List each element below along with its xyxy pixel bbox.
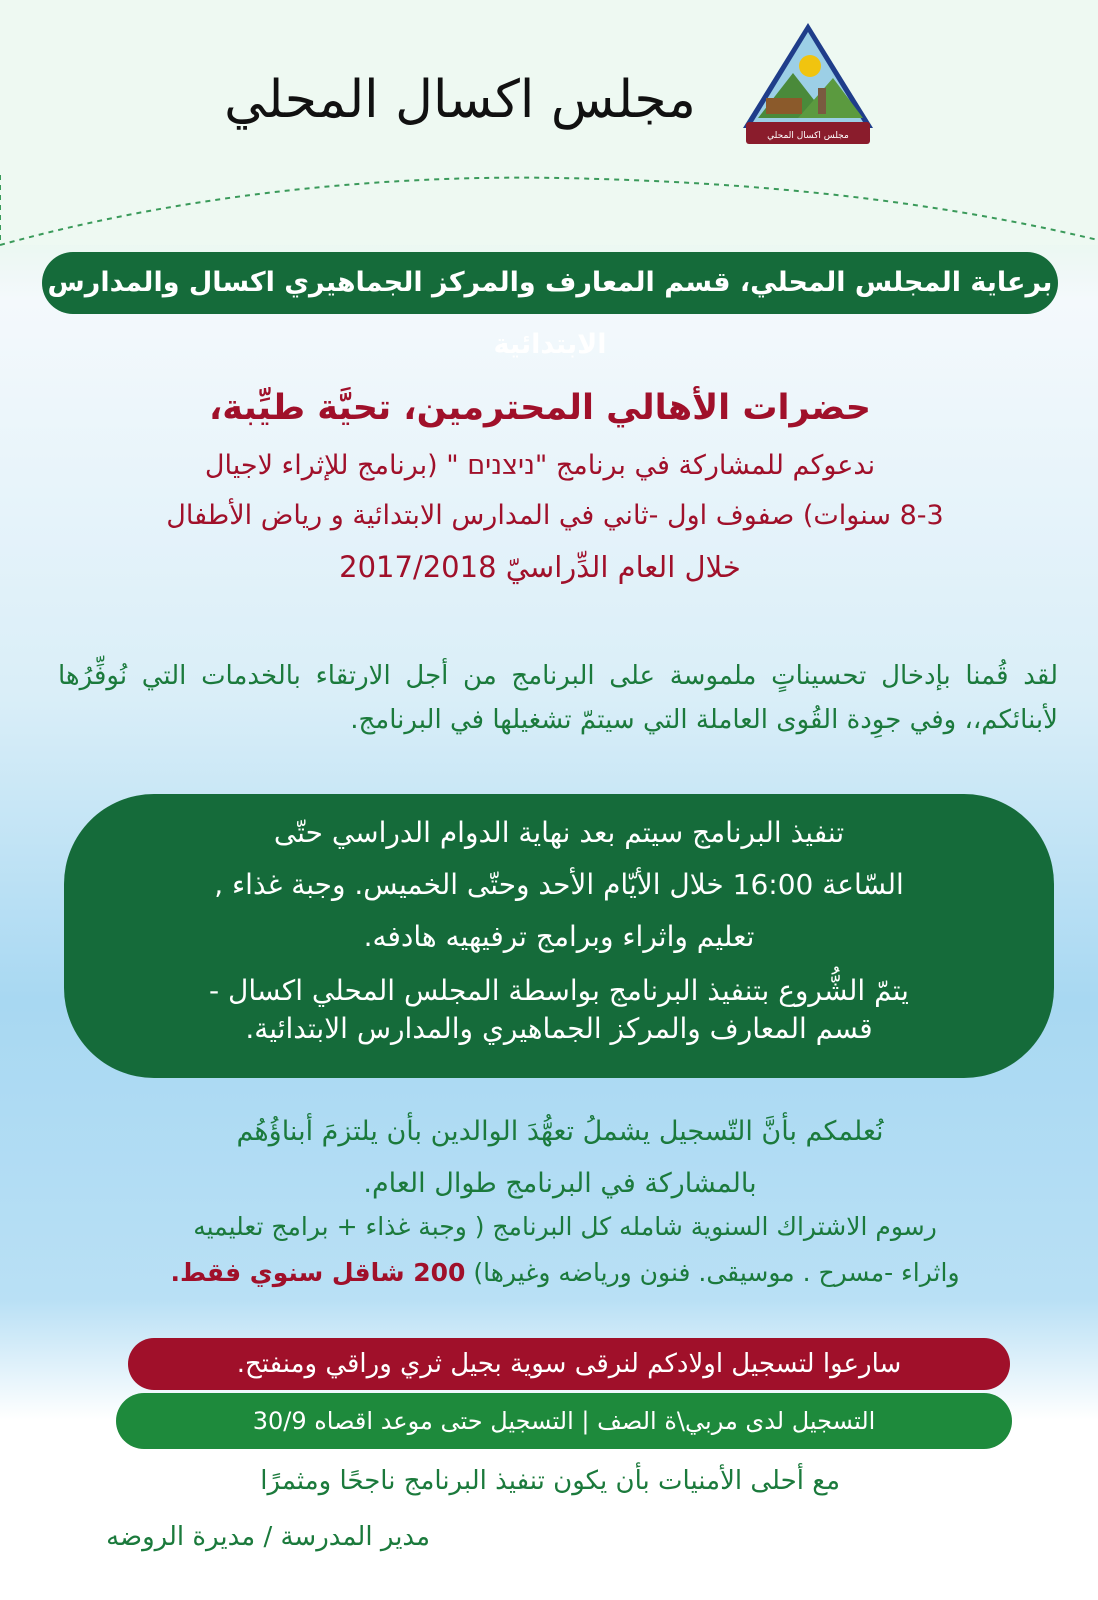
details-line: تعليم واثراء وبرامج ترفيهيه هادفه.: [363, 920, 755, 953]
fee-line: رسوم الاشتراك السنوية شامله كل البرنامج ( وجبة غذاء + برامج تعليميه: [193, 1212, 937, 1241]
council-title: مجلس اكسال المحلي: [224, 70, 696, 130]
age-grades-line: 8-3 سنوات) صفوف اول -ثاني في المدارس الابتدائية و رياض الأطفال: [166, 500, 944, 531]
details-line: قسم المعارف والمركز الجماهيري والمدارس الابتدائية.: [245, 1012, 873, 1045]
fee-amount: 200 شاقل سنوي فقط.: [170, 1258, 466, 1287]
school-year-line: خلال العام الدِّراسيّ 2017/2018: [339, 550, 741, 584]
intro-paragraph: لقد قُمنا بإدخال تحسيناتٍ ملموسة على البرنامج من أجل الارتقاء بالخدمات التي نُوفِّرُها لأبنائكم،، وفي جوِدة القُوى العاملة التي سيتمّ تشغيلها في البرنامج.: [58, 661, 1058, 735]
council-logo-icon: [738, 18, 878, 153]
registration-banner: التسجيل لدى مربي\ة الصف | التسجيل حتى موعد اقصاه 30/9: [116, 1393, 1012, 1449]
header-wave-divider: [0, 0, 1098, 260]
svg-text:مجلس اكسال المحلي: مجلس اكسال المحلي: [767, 131, 849, 141]
commitment-notice: بالمشاركة في البرنامج طوال العام.: [363, 1168, 757, 1199]
invitation-line: ندعوكم للمشاركة في برنامج "ניצנים " (برنامج للإثراء لاجيال: [204, 450, 876, 481]
fee-details: واثراء -مسرح . موسيقى. فنون ورياضه وغيرها): [473, 1258, 960, 1287]
wishes-line: مع أحلى الأمنيات بأن يكون تنفيذ البرنامج ناجحًا ومثمرًا: [260, 1466, 840, 1496]
details-line: تنفيذ البرنامج سيتم بعد نهاية الدوام الدراسي حتّى: [273, 816, 845, 849]
fee-line: [90, 1258, 1040, 1287]
signature-line: مدير المدرسة / مديرة الروضه: [106, 1522, 430, 1552]
program-details-box: [64, 794, 1054, 1078]
greeting-line: حضرات الأهالي المحترمين، تحيَّة طيِّبة،: [209, 388, 871, 428]
hurry-banner: سارعوا لتسجيل اولادكم لنرقى سوية بجيل ثري وراقي ومنفتح.: [128, 1338, 1010, 1390]
details-line: يتمّ الشُّروع بتنفيذ البرنامج بواسطة المجلس المحلي اكسال -: [209, 974, 909, 1007]
sponsor-banner: برعاية المجلس المحلي، قسم المعارف والمركز الجماهيري اكسال والمدارس الابتدائية: [42, 252, 1058, 314]
commitment-notice: نُعلمكم بأنَّ التّسجيل يشملُ تعهُّدَ الوالدين بأن يلتزمَ أبناؤُهُم: [236, 1116, 884, 1147]
details-line: السّاعة 16:00 خلال الأيّام الأحد وحتّى الخميس. وجبة غذاء ,: [214, 868, 904, 901]
